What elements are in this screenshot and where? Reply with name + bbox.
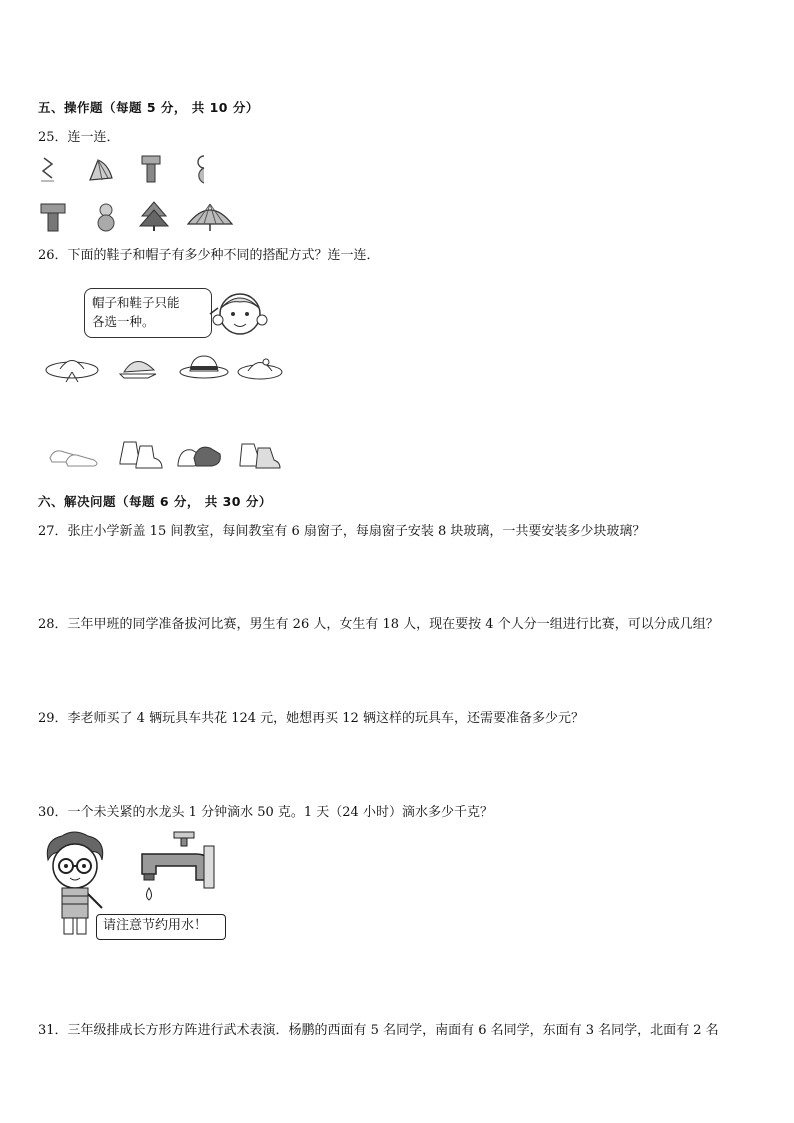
fedora-icon — [180, 356, 228, 378]
girl-avatar — [206, 284, 268, 344]
q30-bubble-text: 请注意节约用水！ — [103, 918, 208, 933]
snowman-icon — [98, 204, 114, 231]
q30-speech-bubble — [96, 914, 226, 940]
cap-icon — [120, 361, 156, 378]
question-29: 29．李老师买了 4 辆玩具车共花 124 元，她想再买 12 辆这样的玩具车，还需要准备多少元？ — [38, 711, 584, 726]
sun-hat-icon — [46, 361, 98, 383]
bubble-line-2: 各选一种。 — [92, 314, 155, 329]
question-31: 31．三年级排成长方形方阵进行武术表演．杨鹏的西面有 5 名同学，南面有 6 名同学，东面有 3 名同学，北面有 2 名 — [38, 1023, 719, 1038]
question-26: 26．下面的鞋子和帽子有多少种不同的搭配方式？连一连． — [38, 248, 380, 263]
q26-speech-bubble — [84, 288, 212, 338]
snowman-fragment-icon — [198, 156, 204, 183]
sneakers-icon — [50, 451, 97, 466]
tree-triangle-icon — [140, 202, 168, 231]
question-27: 27．张庄小学新盖 15 间教室，每间教室有 6 扇窗子，每扇窗子安装 8 块玻璃，一共要安装多少块玻璃？ — [38, 524, 646, 539]
water-faucet-icon — [130, 830, 220, 910]
flower-hat-icon — [238, 359, 282, 379]
umbrella-fragment-icon — [90, 160, 112, 180]
question-28: 28．三年甲班的同学准备拔河比赛，男生有 26 人，女生有 18 人，现在要按 4 个人分一组进行比赛，可以分成几组？ — [38, 617, 719, 632]
question-25: 25．连一连． — [38, 130, 120, 145]
q25-fragments-row — [38, 150, 218, 186]
high-top-shoes-icon — [240, 444, 280, 468]
boots-icon — [120, 442, 162, 468]
q25-wholes-row — [38, 198, 238, 234]
question-30: 30．一个未关紧的水龙头 1 分钟滴水 50 克。1 天（24 小时）滴水多少千克？ — [38, 805, 493, 820]
section-6-heading: 六、解决问题（每题 6 分， 共 30 分） — [38, 494, 272, 509]
umbrella-icon — [188, 204, 232, 231]
bubble-line-1: 帽子和鞋子只能 — [92, 295, 180, 310]
mushroom-icon — [41, 204, 65, 231]
q26-hats-row — [44, 350, 284, 384]
section-5-heading: 五、操作题（每题 5 分， 共 10 分） — [38, 100, 259, 115]
sandals-icon — [178, 447, 220, 466]
q26-shoes-row — [44, 434, 284, 470]
mushroom-fragment-icon — [142, 156, 160, 182]
zigzag-fragment-icon — [41, 158, 54, 181]
